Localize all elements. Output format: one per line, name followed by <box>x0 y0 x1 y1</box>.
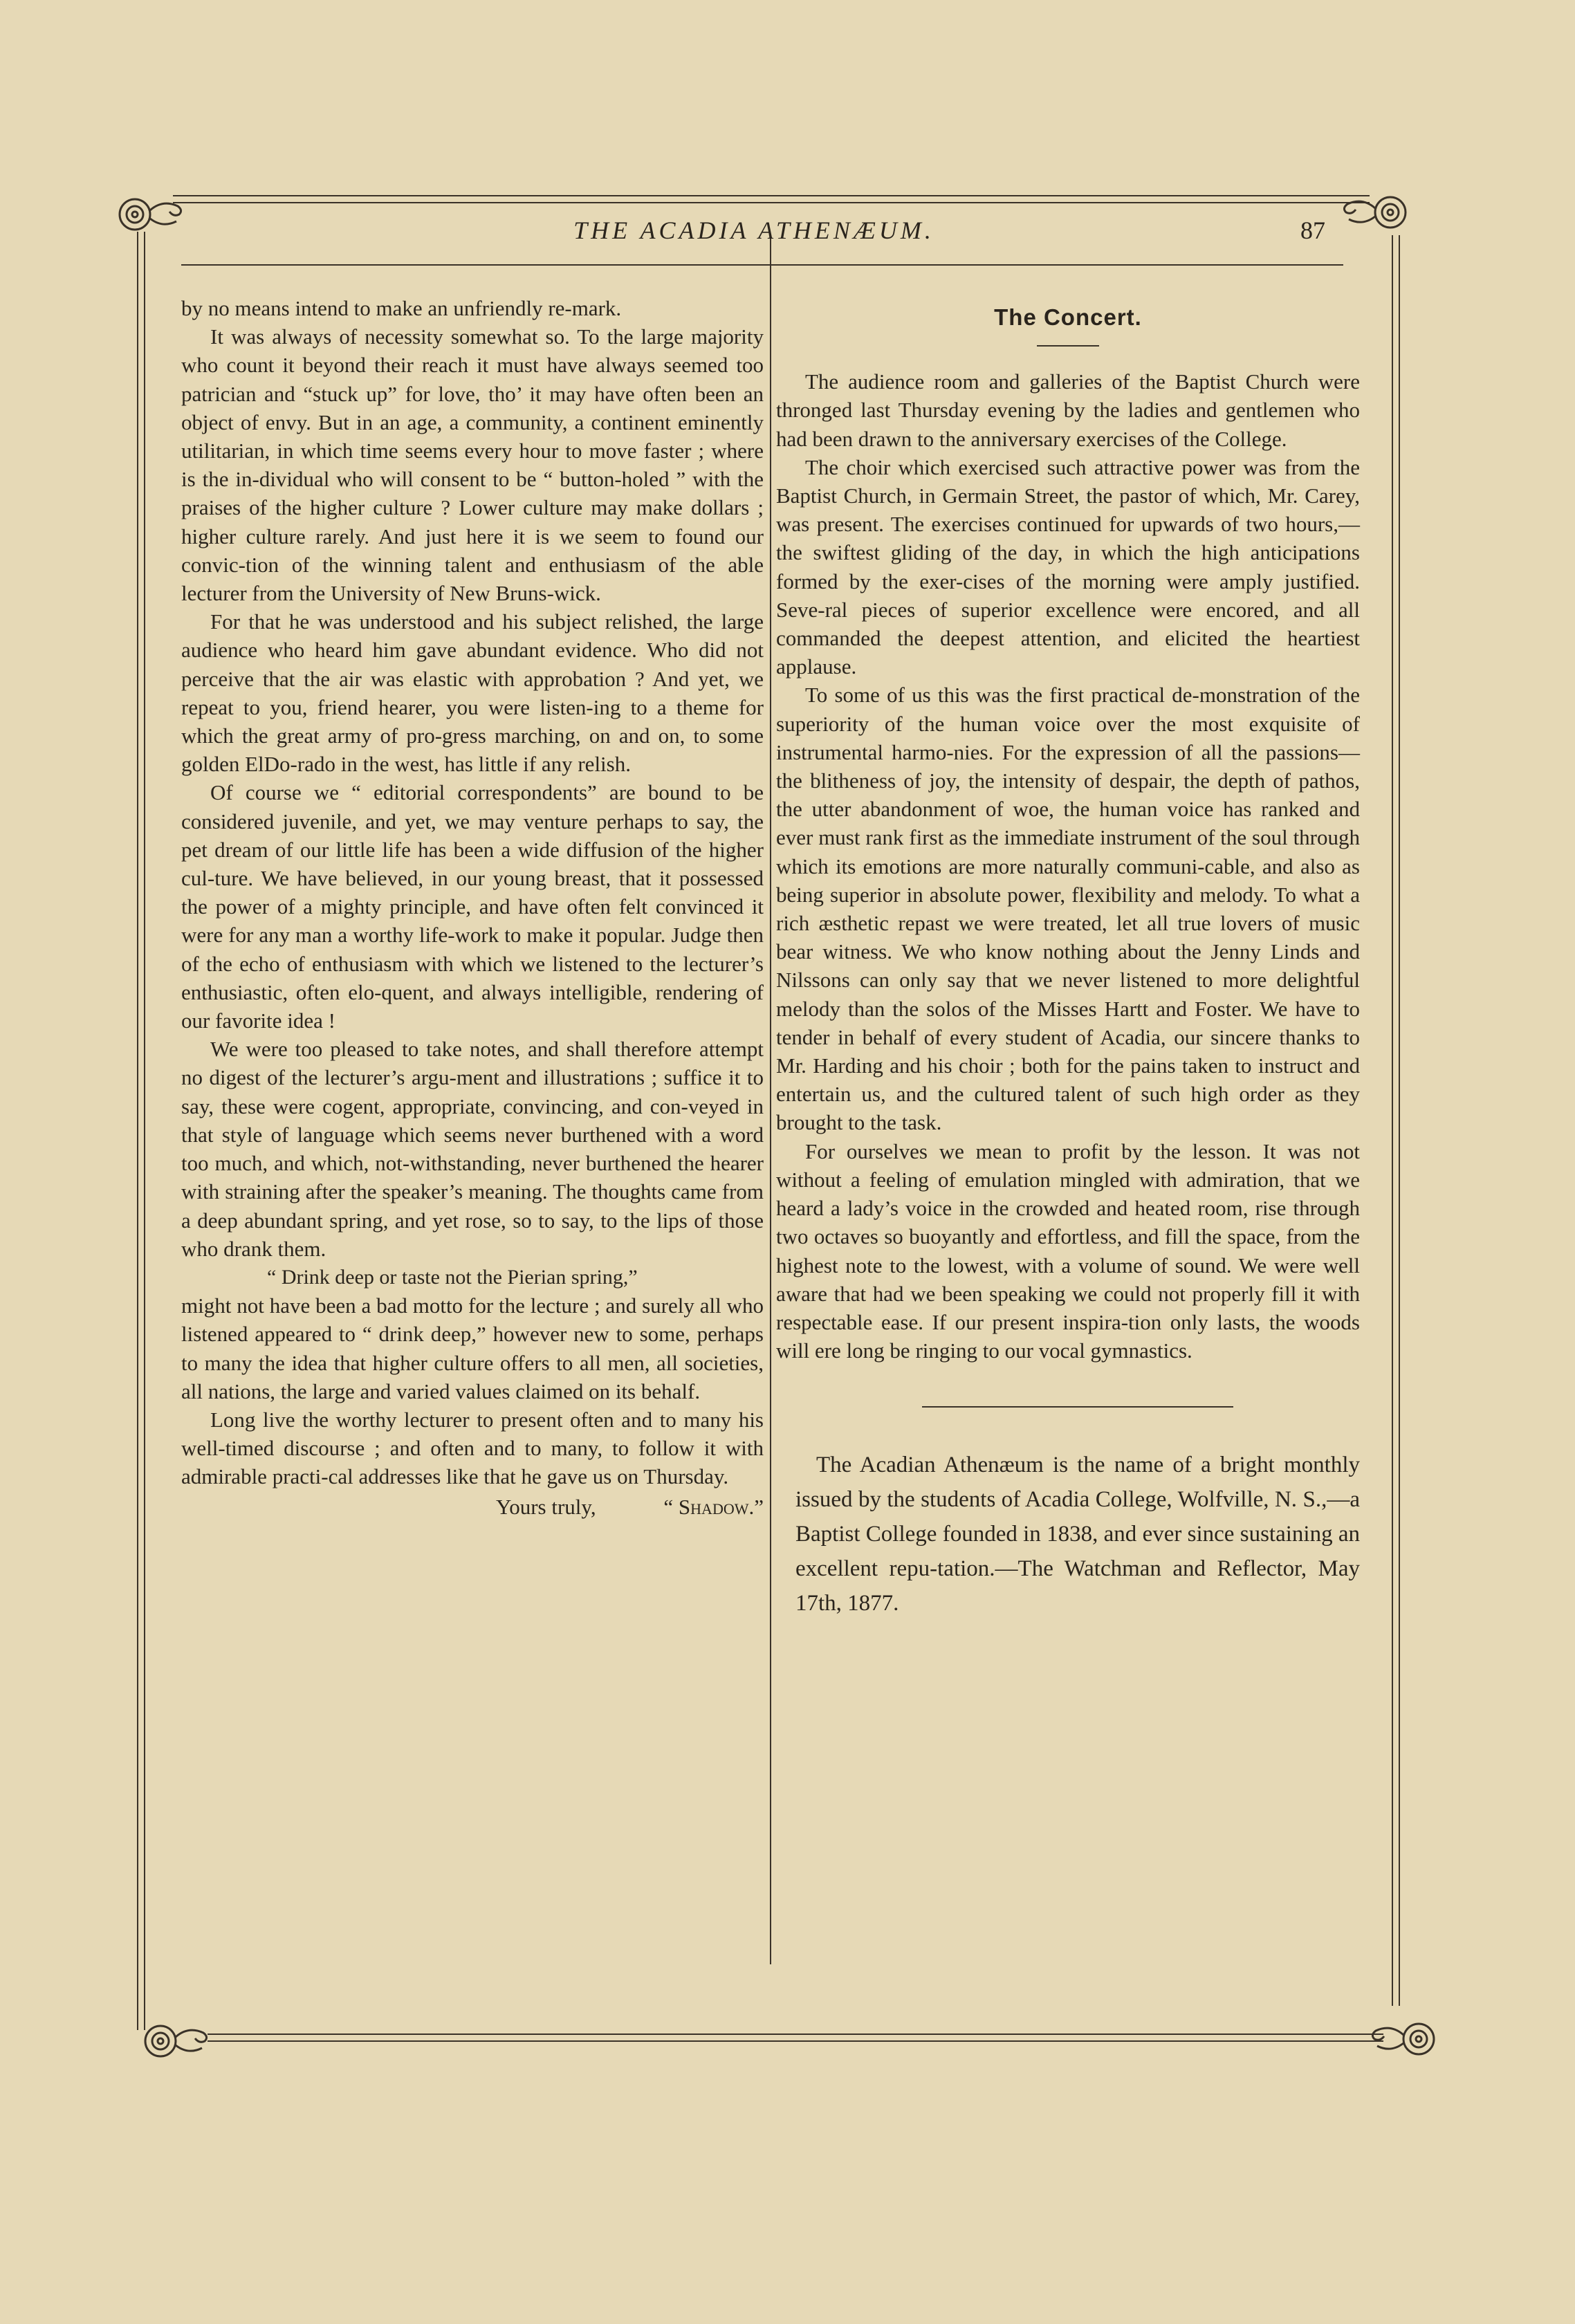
notice-rule <box>922 1406 1233 1408</box>
right-paragraph-3: To some of us this was the first practical de-monstration of the superiority of the human voice over the most exquisite of instrumental harmo-nies. For the expression of all the passions— the blitheness of joy, the intensity of despair, the depth of pathos, the utter abandonment of woe, the human voice has ranked and ever must rank first as the immediate instrument of the soul through which its emotions are more naturally communi-cable, and also as being superior in absolute power, flexibility and melody. To what a rich æsthetic repast we were treated, let all true lovers of music bear witness. We who know nothing about the Jenny Linds and Nilssons can only say that we never listened to more delightful melody than the solos of the Misses Hartt and Foster. We have to tender in behalf of every student of Acadia, our sincere thanks to Mr. Harding and his choir ; both for the pains taken to instruct and entertain us, and the cultured talent of such high order as they brought to the task. <box>776 683 1360 1135</box>
left-border-line <box>137 232 138 2030</box>
left-paragraph-5: We were too pleased to take notes, and shall therefore attempt no digest of the lecturer’s argu-ment and illustrations ; suffice it to say, these were cogent, appropriate, convincing, and con-veyed in that style of language which seems never burthened with a word too much, and which, not-withstanding, never burthened the hearer with straining after the speaker’s meaning. The thoughts came from a deep abundant spring, and yet rose, so to say, to the lips of those who drank them. <box>181 1037 764 1261</box>
athenaeum-notice <box>776 1406 1360 1621</box>
bottom-border-line-outer <box>208 2034 1383 2035</box>
left-border-line-inner <box>144 232 145 2030</box>
right-border-line-inner <box>1399 235 1400 2006</box>
title-rule <box>1037 345 1099 347</box>
column-divider <box>770 235 771 1964</box>
left-paragraph-after-quote: might not have been a bad motto for the lecture ; and surely all who listened appeared to “ drink deep,” however new to some, perhaps to many the idea that higher culture offers to all men, all societies, all nations, the large and varied values claimed on its behalf. <box>181 1293 764 1403</box>
top-left-scroll-ornament-icon <box>114 178 190 255</box>
left-column <box>181 294 764 1521</box>
top-border-line-inner <box>173 202 1370 203</box>
top-right-scroll-ornament-icon <box>1336 176 1412 252</box>
concert-article-title: The Concert. <box>994 304 1142 330</box>
right-border-line <box>1392 235 1393 2006</box>
athenaeum-notice-text: The Acadian Athenæum is the name of a bright monthly issued by the students of Acadia College, Wolfville, N. S.,—a Baptist College founded in 1838, and ever since sustaining an excellent repu-tation.—The Watchman and Reflector, May 17th, 1877. <box>795 1452 1360 1616</box>
right-paragraph-1: The audience room and galleries of the Baptist Church were thronged last Thursday evening by the ladies and gentlemen who had been drawn to the anniversary exercises of the College. <box>776 369 1360 451</box>
header-underline <box>181 264 1343 266</box>
signoff-text: Yours truly, <box>495 1494 596 1519</box>
left-paragraph-2: It was always of necessity somewhat so. To the large majority who count it beyond their reach it must have always seemed too patrician and “stuck up” for love, tho’ it may have often been an object of envy. But in an age, a community, a continent eminently utilitarian, in which time seems every hour to move faster ; where is the in-dividual who will consent to be “ button-holed ” with the praises of the higher culture ? Lower culture may make dollars ; higher culture rarely. And just here it is we seem to found our convic-tion of the winning talent and enthusiasm of the able lecturer from the University of New Bruns-wick. <box>181 324 764 606</box>
left-closing-paragraph: Long live the worthy lecturer to present often and to many his well-timed discourse ; and often and to many, to follow it with admirable practi-cal addresses like that he gave us on Thursday. <box>181 1407 764 1489</box>
bottom-left-scroll-ornament-icon <box>138 2002 214 2078</box>
signature-block <box>181 1493 764 1521</box>
left-paragraph-3: For that he was understood and his subject relished, the large audience who heard him gave abundant evidence. Who did not perceive that the air was elastic with approbation ? And yet, we repeat to you, friend hearer, you were listen-ing to a theme for which the great army of pro-gress marching, on and on, to some golden ElDo-rado in the west, has little if any relish. <box>181 609 764 777</box>
bottom-border-line-inner <box>208 2040 1383 2042</box>
pierian-quote: “ Drink deep or taste not the Pierian spring,” <box>267 1265 638 1289</box>
left-paragraph-1: by no means intend to make an unfriendly re-mark. <box>181 296 622 320</box>
running-header-title: THE ACADIA ATHENÆUM. <box>573 216 934 244</box>
right-paragraph-4: For ourselves we mean to profit by the lesson. It was not without a feeling of emulation mingled with admiration, that we heard a lady’s voice in the crowded and heated room, rise through two octaves so buoyantly and effortless, and fill the space, from the highest note to the lowest, with a volume of sound. We were well aware that had we been speaking we could not properly fill it with respectable ease. If our present inspira-tion only lasts, the woods will ere long be ringing to our vocal gymnastics. <box>776 1138 1360 1363</box>
page-number: 87 <box>1300 216 1325 244</box>
signature-name: “ Shadow.” <box>663 1494 764 1519</box>
bottom-right-scroll-ornament-icon <box>1366 2000 1442 2076</box>
right-paragraph-2: The choir which exercised such attractive power was from the Baptist Church, in Germain Street, the pastor of which, Mr. Carey, was present. The exercises continued for upwards of two hours,—the swiftest gliding of the day, in which the high anticipations formed by the exer-cises of the morning were amply justified. Seve-ral pieces of superior excellence were encored, and all commanded the deepest attention, and elicited the heartiest applause. <box>776 454 1360 679</box>
right-column <box>776 294 1360 1621</box>
left-paragraph-4: Of course we “ editorial correspondents” are bound to be considered juvenile, and yet, we may venture perhaps to say, the pet dream of our little life has been a wide diffusion of the higher cul-ture. We have believed, in our young breast, that it possessed the power of a mighty principle, and have often felt convinced it were for any man a worthy life-work to make it popular. Judge then of the echo of enthusiasm with which we listened to the lecturer’s enthusiastic, often elo-quent, and always intelligible, rendering of our favorite idea ! <box>181 780 764 1033</box>
top-border-line-outer <box>173 195 1370 196</box>
